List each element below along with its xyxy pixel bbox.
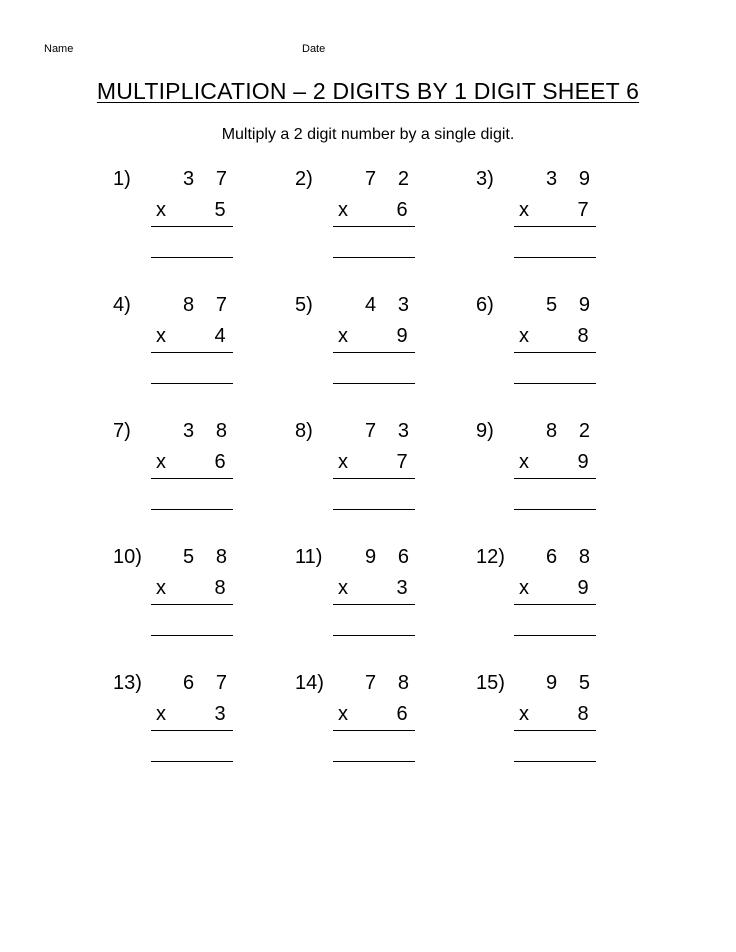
times-sign: x xyxy=(519,451,529,473)
ones-digit: 7 xyxy=(215,672,227,694)
answer-line[interactable] xyxy=(514,635,596,636)
operation-rule xyxy=(514,226,596,227)
multiplicand xyxy=(546,546,590,569)
answer-line[interactable] xyxy=(151,635,233,636)
problem-number: 5) xyxy=(295,294,313,316)
multiplicand xyxy=(546,420,590,443)
date-label: Date xyxy=(302,43,326,55)
tens-digit: 6 xyxy=(183,672,195,694)
tens-digit: 3 xyxy=(183,168,195,190)
operation-rule xyxy=(514,604,596,605)
ones-digit: 3 xyxy=(397,420,409,442)
multiplicand xyxy=(546,294,590,317)
problem-12 xyxy=(476,546,616,656)
ones-digit: 7 xyxy=(215,294,227,316)
ones-digit: 8 xyxy=(215,420,227,442)
answer-line[interactable] xyxy=(333,509,415,510)
operation-rule xyxy=(151,352,233,353)
tens-digit: 4 xyxy=(365,294,377,316)
tens-digit: 7 xyxy=(365,168,377,190)
multiplicand xyxy=(183,420,227,443)
tens-digit: 9 xyxy=(365,546,377,568)
answer-line[interactable] xyxy=(514,509,596,510)
operation-rule xyxy=(151,604,233,605)
problem-2 xyxy=(295,168,435,278)
problem-8 xyxy=(295,420,435,530)
problem-number: 11) xyxy=(295,546,323,568)
times-sign: x xyxy=(338,451,348,473)
multiplier: 9 xyxy=(396,325,408,347)
operation-rule xyxy=(514,478,596,479)
multiplicand xyxy=(365,672,409,695)
tens-digit: 8 xyxy=(183,294,195,316)
multiplicand xyxy=(365,294,409,317)
multiplier: 7 xyxy=(396,451,408,473)
operation-rule xyxy=(333,604,415,605)
times-sign: x xyxy=(519,325,529,347)
tens-digit: 6 xyxy=(546,546,558,568)
operation-rule xyxy=(514,352,596,353)
problem-1 xyxy=(113,168,253,278)
ones-digit: 9 xyxy=(578,168,590,190)
tens-digit: 9 xyxy=(546,672,558,694)
multiplier: 3 xyxy=(214,703,226,725)
tens-digit: 3 xyxy=(183,420,195,442)
problem-5 xyxy=(295,294,435,404)
problem-number: 7) xyxy=(113,420,131,442)
problem-6 xyxy=(476,294,616,404)
problem-number: 4) xyxy=(113,294,131,316)
multiplicand xyxy=(183,672,227,695)
times-sign: x xyxy=(519,199,529,221)
problem-10 xyxy=(113,546,253,656)
operation-rule xyxy=(151,226,233,227)
ones-digit: 3 xyxy=(397,294,409,316)
tens-digit: 5 xyxy=(546,294,558,316)
problem-number: 14) xyxy=(295,672,324,694)
multiplier: 8 xyxy=(577,325,589,347)
multiplier: 6 xyxy=(396,703,408,725)
problem-13 xyxy=(113,672,253,782)
multiplier: 8 xyxy=(214,577,226,599)
problem-number: 15) xyxy=(476,672,505,694)
times-sign: x xyxy=(156,451,166,473)
answer-line[interactable] xyxy=(333,635,415,636)
multiplier: 4 xyxy=(214,325,226,347)
multiplier: 8 xyxy=(577,703,589,725)
multiplier: 9 xyxy=(577,577,589,599)
answer-line[interactable] xyxy=(151,383,233,384)
instructions: Multiply a 2 digit number by a single digit. xyxy=(221,126,515,143)
multiplicand xyxy=(546,672,590,695)
times-sign: x xyxy=(519,577,529,599)
answer-line[interactable] xyxy=(514,257,596,258)
problem-number: 2) xyxy=(295,168,313,190)
multiplicand xyxy=(365,546,409,569)
answer-line[interactable] xyxy=(151,761,233,762)
operation-rule xyxy=(333,352,415,353)
tens-digit: 7 xyxy=(365,420,377,442)
problem-number: 12) xyxy=(476,546,505,568)
operation-rule xyxy=(333,730,415,731)
operation-rule xyxy=(333,226,415,227)
problem-number: 10) xyxy=(113,546,142,568)
name-label: Name xyxy=(44,43,74,55)
answer-line[interactable] xyxy=(333,257,415,258)
times-sign: x xyxy=(519,703,529,725)
problem-11 xyxy=(295,546,435,656)
answer-line[interactable] xyxy=(514,761,596,762)
multiplier: 5 xyxy=(214,199,226,221)
problem-14 xyxy=(295,672,435,782)
multiplier: 3 xyxy=(396,577,408,599)
times-sign: x xyxy=(156,199,166,221)
multiplier: 7 xyxy=(577,199,589,221)
problem-9 xyxy=(476,420,616,530)
ones-digit: 8 xyxy=(397,672,409,694)
times-sign: x xyxy=(338,199,348,221)
operation-rule xyxy=(151,478,233,479)
tens-digit: 5 xyxy=(183,546,195,568)
worksheet-title: MULTIPLICATION – 2 DIGITS BY 1 DIGIT SHEET 6 xyxy=(96,78,640,104)
ones-digit: 8 xyxy=(215,546,227,568)
problem-15 xyxy=(476,672,616,782)
multiplicand xyxy=(183,294,227,317)
multiplicand xyxy=(183,546,227,569)
ones-digit: 7 xyxy=(215,168,227,190)
problem-number: 9) xyxy=(476,420,494,442)
times-sign: x xyxy=(338,703,348,725)
answer-line[interactable] xyxy=(151,257,233,258)
tens-digit: 8 xyxy=(546,420,558,442)
ones-digit: 2 xyxy=(397,168,409,190)
answer-line[interactable] xyxy=(151,509,233,510)
answer-line[interactable] xyxy=(333,761,415,762)
problem-number: 8) xyxy=(295,420,313,442)
problem-7 xyxy=(113,420,253,530)
ones-digit: 9 xyxy=(578,294,590,316)
times-sign: x xyxy=(156,577,166,599)
tens-digit: 3 xyxy=(546,168,558,190)
times-sign: x xyxy=(156,703,166,725)
tens-digit: 7 xyxy=(365,672,377,694)
multiplicand xyxy=(183,168,227,191)
operation-rule xyxy=(514,730,596,731)
problem-number: 6) xyxy=(476,294,494,316)
multiplier: 9 xyxy=(577,451,589,473)
answer-line[interactable] xyxy=(514,383,596,384)
ones-digit: 5 xyxy=(578,672,590,694)
answer-line[interactable] xyxy=(333,383,415,384)
problem-number: 13) xyxy=(113,672,142,694)
ones-digit: 6 xyxy=(397,546,409,568)
times-sign: x xyxy=(338,325,348,347)
multiplier: 6 xyxy=(396,199,408,221)
multiplicand xyxy=(546,168,590,191)
times-sign: x xyxy=(156,325,166,347)
problem-number: 1) xyxy=(113,168,131,190)
multiplicand xyxy=(365,420,409,443)
ones-digit: 2 xyxy=(578,420,590,442)
ones-digit: 8 xyxy=(578,546,590,568)
multiplier: 6 xyxy=(214,451,226,473)
problem-3 xyxy=(476,168,616,278)
problem-4 xyxy=(113,294,253,404)
operation-rule xyxy=(151,730,233,731)
operation-rule xyxy=(333,478,415,479)
multiplicand xyxy=(365,168,409,191)
times-sign: x xyxy=(338,577,348,599)
problem-number: 3) xyxy=(476,168,494,190)
